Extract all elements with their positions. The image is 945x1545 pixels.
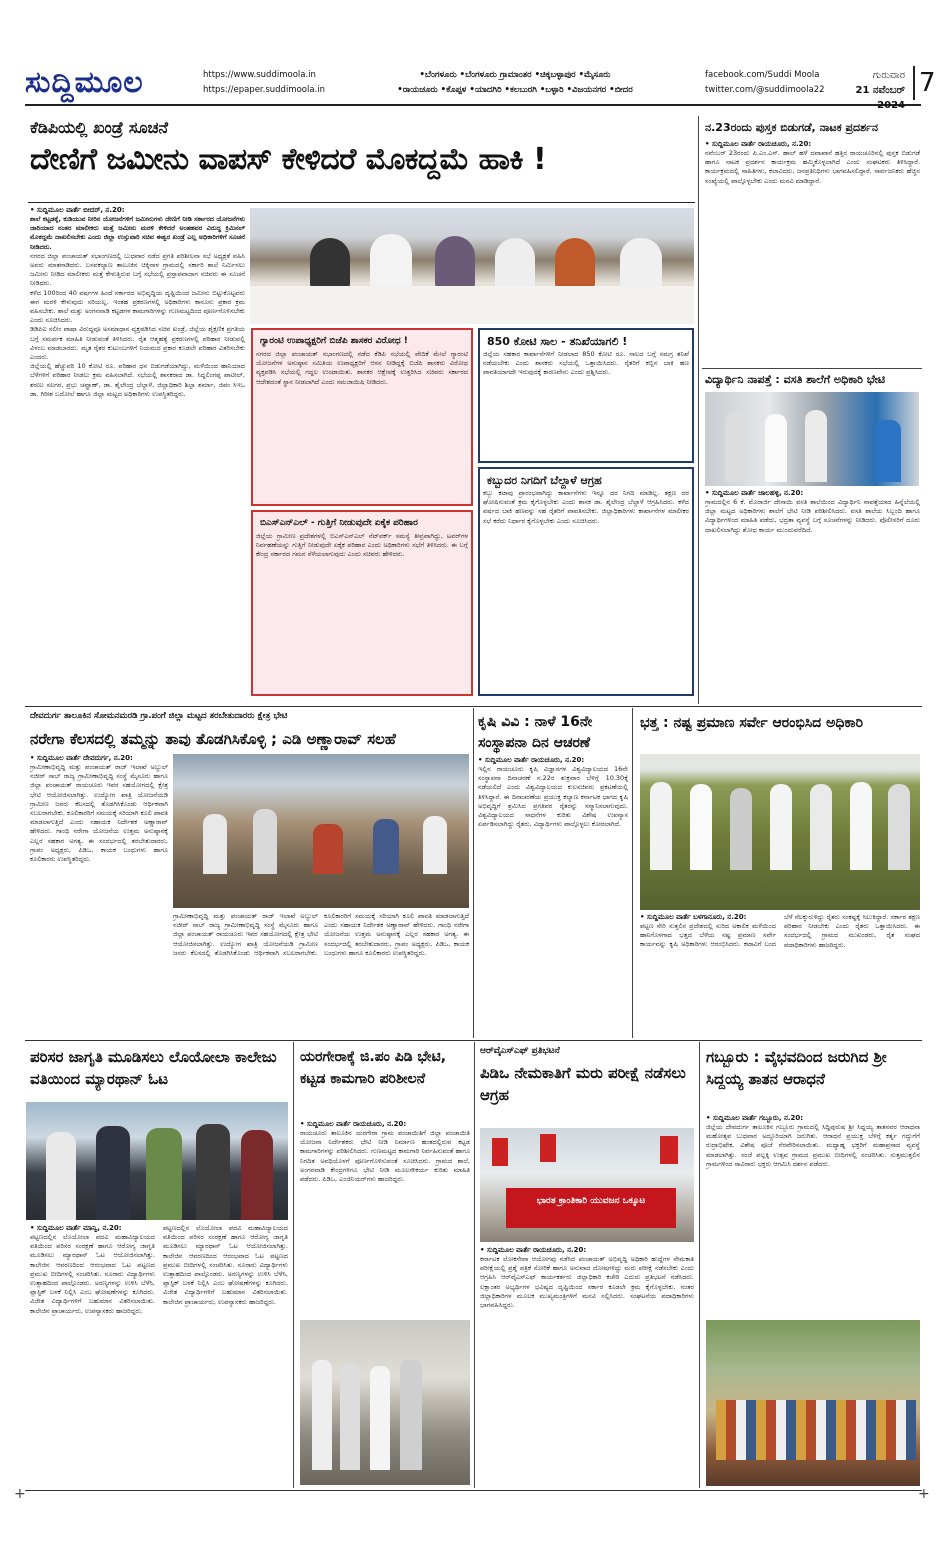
book-release-text xyxy=(705,140,920,368)
issue-date xyxy=(835,68,905,113)
lead-paragraph: ಡಿಡಿಪಿಐ ಸಲೀಂ ಪಾಷಾ ವಿರುದ್ಧವೂ ಅಸಮಾಧಾನ ವ್ಯಕ್ತಪಡಿಸಿದ ಸಚಿವ ಖಂಡ್ರೆ, ಜಿಲ್ಲೆಯ ಶೈಕ್ಷಣಿಕ ಪ್ರಗತಿಯ ಬಗ್ಗೆ ಸಮರ್ಪಕ ಮಾಹಿತಿ ನೀಡುವಂತೆ ತಿಳಿಸಿದರು. ರೈತ ಆತ್ಮಹತ್ಯೆ ಪ್ರಕರಣಗಳಲ್ಲಿ ಪರಿಹಾರ ನೀಡುವಲ್ಲಿ ವಿಳಂಬ ಮಾಡಬಾರದು. ಮೃತ ರೈತರ ಕುಟುಂಬಗಳಿಗೆ ನಿಯಮದ ಪ್ರಕಾರ ಕೂಡಲೇ ಪರಿಹಾರ ವಿತರಿಸಬೇಕು ಎಂದರು. xyxy=(30,325,245,362)
crop-survey-headline: ಭತ್ತ : ನಷ್ಟ ಪ್ರಮಾಣ ಸರ್ವೇ ಆರಂಭಿಸಿದ ಅಧಿಕಾರಿ xyxy=(640,715,864,731)
website-links xyxy=(203,68,325,98)
gabbur-body: ಜಿಲ್ಲೆಯ ದೇವದುರ್ಗ ತಾಲೂಕಿನ ಗಬ್ಬೂರು ಗ್ರಾಮದಲ್ಲಿ ಸಿದ್ದಿಪುರುಷ ಶ್ರೀ ಸಿದ್ದಯ್ಯ ತಾತನವರ ಆರಾಧನಾ ಮಹೋತ್ಸವ ಬುಧವಾರ ಅದ್ದೂರಿಯಾಗಿ ಜರುಗಿತು. ಆರಾಧನೆ ಪ್ರಯುಕ್ತ ಬೆಳಿಗ್ಗೆ ಕರ್ತೃ ಗದ್ದುಗೆಗೆ ರುದ್ರಾಭಿಷೇಕ, ವಿಶೇಷ ಪೂಜೆ ನೆರವೇರಿಸಲಾಯಿತು. ಮಧ್ಯಾಹ್ನ ಭಕ್ತರಿಗೆ ಮಹಾಪ್ರಸಾದ ವ್ಯವಸ್ಥೆ ಮಾಡಲಾಗಿತ್ತು. ಸಂಜೆ ಪಲ್ಲಕ್ಕಿ ಉತ್ಸವ ಗ್ರಾಮದ ಪ್ರಮುಖ ಬೀದಿಗಳಲ್ಲಿ ಸಂಚರಿಸಿತು. ಸುತ್ತಮುತ್ತಲಿನ ಗ್ರಾಮಗಳಿಂದ ಸಾವಿರಾರು ಭಕ್ತರು ಆಗಮಿಸಿ ದರ್ಶನ ಪಡೆದರು. xyxy=(706,1123,920,1168)
marathon-body: ಪಟ್ಟಣದಲ್ಲಿನ ಲೊಯೋಲಾ ಪದವಿ ಮಹಾವಿದ್ಯಾಲಯದ ವತಿಯಿಂದ ಪರಿಸರ ಸಂರಕ್ಷಣೆ ಹಾಗೂ ಆರೋಗ್ಯ ಜಾಗೃತಿ ಮೂಡಿಸಲು ಮ್ಯಾರಥಾನ್ ಓಟ ಆಯೋಜಿಸಲಾಗಿತ್ತು. ಕಾಲೇಜಿನ ಆವರಣದಿಂದ ಆರಂಭವಾದ ಓಟ ಪಟ್ಟಣದ ಪ್ರಮುಖ ಬೀದಿಗಳಲ್ಲಿ ಸಂಚರಿಸಿತು. ನೂರಾರು ವಿದ್ಯಾರ್ಥಿಗಳು ಉತ್ಸಾಹದಿಂದ ಪಾಲ್ಗೊಂಡರು. ಅರಣ್ಯಗಳನ್ನು ಉಳಿಸಿ ಬೆಳೆಸಿ, ಪ್ಲಾಸ್ಟಿಕ್ ಬಳಕೆ ನಿಲ್ಲಿಸಿ ಎಂಬ ಘೋಷಣೆಗಳನ್ನು ಕೂಗಿದರು. ವಿಜೇತ ವಿದ್ಯಾರ್ಥಿಗಳಿಗೆ ಬಹುಮಾನ ವಿತರಿಸಲಾಯಿತು. ಕಾಲೇಜಿನ ಪ್ರಾಚಾರ್ಯರು, ಉಪನ್ಯಾಸಕರು ಹಾಜರಿದ್ದರು. xyxy=(30,1233,155,1315)
agri-univ-byline: • ಸುದ್ದಿಮೂಲ ವಾರ್ತೆ ರಾಯಚೂರು, ನ.20: xyxy=(478,756,585,764)
masthead xyxy=(25,65,936,111)
nrega-kicker: ದೇವದುರ್ಗ ತಾಲೂಕಿನ ಸೋಮನಮರಡಿ ಗ್ರಾ.ಪಂಗೆ ಜಿಲ್ಲಾ ಮಟ್ಟದ ತರಬೇತುದಾರರು ಕ್ಷೇತ್ರ ಭೇಟಿ xyxy=(30,711,288,721)
hostel-body: ಗ್ರಾಮದಲ್ಲಿನ 6 ಕೆ. ಮೊರಾರ್ಜಿ ದೇಸಾಯಿ ವಸತಿ ಶಾಲೆಯಿಂದ ವಿದ್ಯಾರ್ಥಿನಿ ನಾಪತ್ತೆಯಾದ ಹಿನ್ನೆಲೆಯಲ್ಲಿ ಜಿಲ್ಲಾ ಮಟ್ಟದ ಅಧಿಕಾರಿಗಳು ಶಾಲೆಗೆ ಭೇಟಿ ನೀಡಿ ಪರಿಶೀಲಿಸಿದರು. ವಸತಿ ಶಾಲೆಯ ಸಿಬ್ಬಂದಿ ಹಾಗೂ ವಿದ್ಯಾರ್ಥಿಗಳಿಂದ ಮಾಹಿತಿ ಪಡೆದು, ಭದ್ರತಾ ವ್ಯವಸ್ಥೆ ಬಗ್ಗೆ ಸೂಚನೆಗಳನ್ನು ನೀಡಿದರು. ಪೊಲೀಸರಿಗೆ ದೂರು ದಾಖಲಿಸಲಾಗಿದ್ದು ಶೋಧ ಕಾರ್ಯ ಮುಂದುವರೆದಿದೆ. xyxy=(705,498,920,534)
lead-paragraph: ನಗರದ ಜಿಲ್ಲಾ ಪಂಚಾಯತ್ ಸಭಾಂಗಣದಲ್ಲಿ ಬುಧವಾರ ನಡೆದ ಪ್ರಗತಿ ಪರಿಶೀಲನಾ ಸಭೆ ಅಧ್ಯಕ್ಷತೆ ವಹಿಸಿ ಅವರು ಮಾತನಾಡಿದರು. ಬಸವಕಲ್ಯಾಣ ತಾಲೂಕಿನ ಚಿಕ್ಕಿನಾಳ ಗ್ರಾಮದಲ್ಲಿ ಸರ್ಕಾರಿ ಶಾಲೆ ನಿರ್ಮಿಸಲು ಜಮೀನು ನೀಡಿದ ಮಾಲೀಕರು ಮತ್ತೆ ಕೇಳುತ್ತಿರುವ ಬಗ್ಗೆ ಸಭೆಯಲ್ಲಿ ಪ್ರಸ್ತಾಪವಾದಾಗ ಸಚಿವರು ಈ ಸೂಚನೆ ನೀಡಿದರು. xyxy=(30,251,245,288)
bsnl-box-body: ಜಿಲ್ಲೆಯ ಗ್ರಾಮೀಣ ಪ್ರದೇಶಗಳಲ್ಲಿ ಬಿಎಸ್‌ಎನ್‌ಎಲ್ ನೆಟ್‌ವರ್ಕ್ ಸಮಸ್ಯೆ ತೀವ್ರವಾಗಿದ್ದು, ಟವರ್‌ಗಳ ನಿರ್ವಹಣೆಯನ್ನು ಗುತ್ತಿಗೆ ನೀಡುವುದೇ ಏಕೈಕ ಪರಿಹಾರ ಎಂದು ಅಧಿಕಾರಿಗಳು ಸಭೆಗೆ ತಿಳಿಸಿದರು. ಈ ಬಗ್ಗೆ ಕೇಂದ್ರ ಸರ್ಕಾರದ ಗಮನ ಸೆಳೆಯಲಾಗುವುದು ಎಂದು ಸಚಿವರು ಹೇಳಿದರು. xyxy=(256,532,468,559)
yaragera-byline: • ಸುದ್ದಿಮೂಲ ವಾರ್ತೆ ರಾಯಚೂರು, ನ.20: xyxy=(300,1120,407,1128)
pdo-kicker: ಆರ್‌ವೈಎಸ್‌ಎಫ್ ಪ್ರತಿಭಟನೆ xyxy=(480,1046,560,1056)
marathon-body-continued: ಪಟ್ಟಣದಲ್ಲಿನ ಲೊಯೋಲಾ ಪದವಿ ಮಹಾವಿದ್ಯಾಲಯದ ವತಿಯಿಂದ ಪರಿಸರ ಸಂರಕ್ಷಣೆ ಹಾಗೂ ಆರೋಗ್ಯ ಜಾಗೃತಿ ಮೂಡಿಸಲು ಮ್ಯಾರಥಾನ್ ಓಟ ಆಯೋಜಿಸಲಾಗಿತ್ತು. ಕಾಲೇಜಿನ ಆವರಣದಿಂದ ಆರಂಭವಾದ ಓಟ ಪಟ್ಟಣದ ಪ್ರಮುಖ ಬೀದಿಗಳಲ್ಲಿ ಸಂಚರಿಸಿತು. ನೂರಾರು ವಿದ್ಯಾರ್ಥಿಗಳು ಉತ್ಸಾಹದಿಂದ ಪಾಲ್ಗೊಂಡರು. ಅರಣ್ಯಗಳನ್ನು ಉಳಿಸಿ ಬೆಳೆಸಿ, ಪ್ಲಾಸ್ಟಿಕ್ ಬಳಕೆ ನಿಲ್ಲಿಸಿ ಎಂಬ ಘೋಷಣೆಗಳನ್ನು ಕೂಗಿದರು. ವಿಜೇತ ವಿದ್ಯಾರ್ಥಿಗಳಿಗೆ ಬಹುಮಾನ ವಿತರಿಸಲಾಯಿತು. ಕಾಲೇಜಿನ ಪ್ರಾಚಾರ್ಯರು, ಉಪನ್ಯಾಸಕರು ಹಾಜರಿದ್ದರು. xyxy=(163,1224,288,1306)
lead-kicker: ಕೆಡಿಪಿಯಲ್ಲಿ ಖಂಡ್ರೆ ಸೂಚನೆ xyxy=(30,118,168,137)
lead-paragraph: ಶಾಲೆ ಕಟ್ಟಡಕ್ಕೆ, ಕುಡಿಯುವ ನೀರಿನ ಯೋಜನೆಗಳಿಗೆ ಜಮೀನುಗಳು ದೇಣಿಗೆ ನೀಡಿ ಸರ್ಕಾರದ ಯೋಜನೆಗಳು ಜಾರಿಯಾದ ನಂತರ ಮಾಲೀಕರು ಮತ್ತೆ ಜಮೀನು ಮರಳಿ ಕೇಳಿದರೆ ಅಂತಹವರ ವಿರುದ್ಧ ಕ್ರಿಮಿನಲ್ ಮೊಕದ್ದಮೆ ದಾಖಲಿಸಬೇಕು ಎಂದು ಜಿಲ್ಲಾ ಉಸ್ತುವಾರಿ ಸಚಿವ ಈಶ್ವರ ಖಂಡ್ರೆ ಎಲ್ಲ ಅಧಿಕಾರಿಗಳಿಗೆ ಸೂಚನೆ ನೀಡಿದರು. xyxy=(30,215,245,251)
yaragera-headline: ಯರಗೇರಾಕ್ಕೆ ಜಿ.ಪಂ ಪಿಡಿ ಭೇಟಿ, ಕಟ್ಟಡ ಕಾಮಗಾರಿ ಪರಿಶೀಲನೆ xyxy=(300,1049,447,1087)
kdp-meeting-photo xyxy=(250,208,694,324)
book-release-headline: ನ.23ರಂದು ಪುಸ್ತಕ ಬಿಡುಗಡೆ, ನಾಟಕ ಪ್ರದರ್ಶನ xyxy=(705,121,878,134)
yaragera-text xyxy=(300,1120,470,1316)
sugarcane-box xyxy=(478,467,694,696)
agri-univ-headline: ಕೃಷಿ ವಿವಿ : ನಾಳೆ 16ನೇ ಸಂಸ್ಥಾಪನಾ ದಿನ ಆಚರಣೆ xyxy=(478,714,593,751)
protest-photo xyxy=(480,1128,694,1242)
editions-line-2: •ರಾಯಚೂರು •ಕೊಪ್ಪಳ •ಯಾದಗಿರಿ •ಕಲಬುರಗಿ •ಬಳ್ಳಾರಿ •ವಿಜಯನಗರ •ಬೀದರ xyxy=(397,85,633,95)
loan-box xyxy=(478,328,694,463)
protest-banner-text: ಭಾರತ ಕ್ರಾಂತಿಕಾರಿ ಯುವಜನ ಒಕ್ಕೂಟ xyxy=(536,1196,646,1206)
social-links xyxy=(705,68,825,98)
hostel-headline: ವಿದ್ಯಾರ್ಥಿನಿ ನಾಪತ್ತೆ : ವಸತಿ ಶಾಲೆಗೆ ಅಧಿಕಾರಿ ಭೇಟಿ xyxy=(705,373,886,386)
nrega-byline: • ಸುದ್ದಿಮೂಲ ವಾರ್ತೆ ದೇವದುರ್ಗ, ನ.20: xyxy=(30,754,133,762)
registration-mark-left: + xyxy=(14,1486,26,1502)
facebook-link[interactable]: facebook.com/Suddi Moola xyxy=(705,70,820,80)
editions-list xyxy=(345,68,685,98)
marathon-photo xyxy=(26,1102,288,1220)
pdo-headline: ಪಿಡಿಒ ನೇಮಕಾತಿಗೆ ಮರು ಪರೀಕ್ಷೆ ನಡೆಸಲು ಆಗ್ರಹ xyxy=(480,1064,686,1104)
newspaper-logo: ಸುದ್ದಿಮೂಲ xyxy=(25,65,144,100)
twitter-link[interactable]: twitter.com/@suddimoola22 xyxy=(705,85,825,95)
book-release-byline: • ಸುದ್ದಿಮೂಲ ವಾರ್ತೆ ರಾಯಚೂರು, ನ.20: xyxy=(705,140,812,148)
editions-line-1: •ಬೆಂಗಳೂರು •ಬೆಂಗಳೂರು ಗ್ರಾಮಾಂತರ •ಚಿಕ್ಕಬಳ್ಳಾಪುರ •ಮೈಸೂರು xyxy=(419,70,611,80)
nrega-text-cont xyxy=(173,912,469,1032)
nrega-field-photo xyxy=(173,754,469,908)
crop-survey-byline: • ಸುದ್ದಿಮೂಲ ವಾರ್ತೆ ಬಳಗಾನೂರು, ನ.20: xyxy=(640,913,747,921)
marathon-byline: • ಸುದ್ದಿಮೂಲ ವಾರ್ತೆ ಮಾನ್ವಿ, ನ.20: xyxy=(30,1224,122,1232)
book-release-body: ನವೆಂಬರ್ 23ರಂದು ಪಿ.ಎಂ.ಎಸ್. ಹಾಲ್ ಹಳೆ ದವಾಖಾನೆ ಹತ್ತಿರ ರಾಯಚೂರಿನಲ್ಲಿ ಪುಸ್ತಕ ಬಿಡುಗಡೆ ಹಾಗೂ ನಾಟಕ ಪ್ರದರ್ಶನ ಕಾರ್ಯಕ್ರಮ ಹಮ್ಮಿಕೊಳ್ಳಲಾಗಿದೆ ಎಂದು ಸಂಘಟಕರು ತಿಳಿಸಿದ್ದಾರೆ. ಕಾರ್ಯಕ್ರಮದಲ್ಲಿ ಸಾಹಿತಿಗಳು, ಕಲಾವಿದರು, ಜನಪ್ರತಿನಿಧಿಗಳು ಭಾಗವಹಿಸಲಿದ್ದಾರೆ. ಸಾರ್ವಜನಿಕರು ಹೆಚ್ಚಿನ ಸಂಖ್ಯೆಯಲ್ಲಿ ಪಾಲ್ಗೊಳ್ಳಬೇಕು ಎಂದು ಮನವಿ ಮಾಡಿದ್ದಾರೆ. xyxy=(705,149,920,185)
aradhane-festival-photo xyxy=(706,1320,920,1486)
agri-univ-body: ಇಲ್ಲಿನ ರಾಯಚೂರು ಕೃಷಿ ವಿಜ್ಞಾನಗಳ ವಿಶ್ವವಿದ್ಯಾಲಯದ 16ನೇ ಸಂಸ್ಥಾಪನಾ ದಿನಾಚರಣೆ ನ.22ರ ಶುಕ್ರವಾರ ಬೆಳಿಗ್ಗೆ 10.30ಕ್ಕೆ ನಡೆಯಲಿದೆ ಎಂದು ವಿಶ್ವವಿದ್ಯಾಲಯದ ಕುಲಸಚಿವರು ಪ್ರಕಟಣೆಯಲ್ಲಿ ತಿಳಿಸಿದ್ದಾರೆ. ಈ ದಿನಾಚರಣೆಯ ಪ್ರಯುಕ್ತ ಕಲ್ಯಾಣ ಕರ್ನಾಟಕ ಭಾಗದ ಕೃಷಿ ಅಭಿವೃದ್ಧಿಗೆ ಶ್ರಮಿಸಿದ ಪ್ರಗತಿಪರ ರೈತರನ್ನು ಸನ್ಮಾನಿಸಲಾಗುವುದು. ವಿಶ್ವವಿದ್ಯಾಲಯದ ಸಾಧನೆಗಳ ಕುರಿತು ವಿಶೇಷ ಉಪನ್ಯಾಸ ಏರ್ಪಡಿಸಲಾಗಿದ್ದು ರೈತರು, ವಿದ್ಯಾರ್ಥಿಗಳು ಪಾಲ್ಗೊಳ್ಳಲು ಕೋರಲಾಗಿದೆ. xyxy=(478,765,628,829)
lead-text-column xyxy=(30,206,245,696)
loan-box-body: ಜಿಲ್ಲೆಯ ಸಹಕಾರ ಕಾರ್ಖಾನೆಗಳಿಗೆ ನೀಡಲಾದ 850 ಕೋಟಿ ರೂ. ಸಾಲದ ಬಗ್ಗೆ ಸಮಗ್ರ ತನಿಖೆ ನಡೆಯಬೇಕು ಎಂದು ಶಾಸಕರು ಸಭೆಯಲ್ಲಿ ಒತ್ತಾಯಿಸಿದರು. ರೈತರಿಗೆ ಕಬ್ಬಿನ ಬಾಕಿ ಹಣ ಪಾವತಿಯಾಗದೇ ಇರುವುದಕ್ಕೆ ಕಾರಣವೇನು ಎಂದು ಪ್ರಶ್ನಿಸಿದರು. xyxy=(483,350,689,377)
guarantee-box xyxy=(251,328,473,506)
bsnl-box xyxy=(251,510,473,696)
nrega-body-continued: ಗ್ರಾಮೀಣಾಭಿವೃದ್ಧಿ ಮತ್ತು ಪಂಚಾಯತ್ ರಾಜ್ ಇಲಾಖೆ ಅಬ್ದುಲ್ ನಜೀರ್ ಸಾಬ್ ರಾಜ್ಯ ಗ್ರಾಮೀಣಾಭಿವೃದ್ಧಿ ಸಂಸ್ಥೆ ಮೈಸೂರು ಹಾಗೂ ಜಿಲ್ಲಾ ಪಂಚಾಯತ್ ರಾಯಚೂರು ಇವರ ಸಹಯೋಗದಲ್ಲಿ ಕ್ಷೇತ್ರ ಭೇಟಿ ಆಯೋಜಿಸಲಾಗಿತ್ತು. ಉದ್ಯೋಗ ಖಾತ್ರಿ ಯೋಜನೆಯಡಿ ಗ್ರಾಮೀಣ ಜನರು ಕೆಲಸದಲ್ಲಿ ತೊಡಗಿಸಿಕೊಂಡು ಆರ್ಥಿಕವಾಗಿ ಸಬಲರಾಗಬೇಕು. ಕೂಲಿಕಾರರಿಗೆ ಸಮಯಕ್ಕೆ ಸರಿಯಾಗಿ ಕೂಲಿ ಪಾವತಿ ಮಾಡಲಾಗುತ್ತಿದೆ ಎಂದು ಸಹಾಯಕ ನಿರ್ದೇಶಕ ಅಣ್ಣಾರಾವ್ ಹೇಳಿದರು. ಗಾಂಧಿ ನರೇಗಾ ಯೋಜನೆಯ ಉತ್ತಮ ಅನುಷ್ಠಾನಕ್ಕೆ ಎಲ್ಲರ ಸಹಕಾರ ಅಗತ್ಯ. ಈ ಸಂದರ್ಭದಲ್ಲಿ ತರಬೇತುದಾರರು, ಗ್ರಾಪಂ ಅಧ್ಯಕ್ಷರು, ಪಿಡಿಒ, ಕಾಯಕ ಬಂಧುಗಳು ಹಾಗೂ ಕೂಲಿಕಾರರು ಉಪಸ್ಥಿತರಿದ್ದರು. xyxy=(173,912,469,957)
lead-paragraph: ಕಳೆದ 100ರಿಂದ 40 ವರ್ಷಗಳ ಹಿಂದೆ ಸರ್ಕಾರದ ಅಭಿವೃದ್ಧಿಯ ದೃಷ್ಟಿಯಿಂದ ಜಮೀನು ಬಿಟ್ಟುಕೊಟ್ಟವರು ಈಗ ಮರಳಿ ಕೇಳುವುದು ಸರಿಯಲ್ಲ. ಇಂತಹ ಪ್ರಕರಣಗಳಲ್ಲಿ ಅಧಿಕಾರಿಗಳು ಕಾನೂನು ಪ್ರಕಾರ ಕ್ರಮ ವಹಿಸಬೇಕು. ಶಾಲೆ ಮತ್ತು ಅಂಗನವಾಡಿ ಕಟ್ಟಡಗಳ ಕಾಮಗಾರಿಗಳನ್ನು ಗುಣಮಟ್ಟದಿಂದ ಪೂರ್ಣಗೊಳಿಸಬೇಕು ಎಂದು ಸೂಚಿಸಿದರು. xyxy=(30,288,245,325)
hostel-byline: • ಸುದ್ದಿಮೂಲ ವಾರ್ತೆ ಜಾಲಹಳ್ಳಿ, ನ.20: xyxy=(705,489,804,497)
loan-box-title: 850 ಕೋಟಿ ಸಾಲ - ತನಿಖೆಯಾಗಲಿ ! xyxy=(487,335,628,348)
registration-mark-right: + xyxy=(918,1486,930,1502)
pdo-text xyxy=(480,1246,694,1486)
yaragera-body: ರಾಯಚೂರು ತಾಲೂಕಿನ ಯರಗೇರಾ ಗ್ರಾಮ ಪಂಚಾಯಿತಿಗೆ ಜಿಲ್ಲಾ ಪಂಚಾಯಿತಿ ಯೋಜನಾ ನಿರ್ದೇಶಕರು ಭೇಟಿ ನೀಡಿ ನಿರ್ಮಾಣ ಹಂತದಲ್ಲಿರುವ ಕಟ್ಟಡ ಕಾಮಗಾರಿಗಳನ್ನು ಪರಿಶೀಲಿಸಿದರು. ಗುಣಮಟ್ಟದ ಕಾಮಗಾರಿ ನಿರ್ವಹಿಸುವಂತೆ ಹಾಗೂ ನಿಗದಿತ ಅವಧಿಯೊಳಗೆ ಪೂರ್ಣಗೊಳಿಸುವಂತೆ ಸೂಚಿಸಿದರು. ಗ್ರಾಮದ ಶಾಲೆ, ಅಂಗನವಾಡಿ ಕೇಂದ್ರಗಳಿಗೂ ಭೇಟಿ ನೀಡಿ ಮೂಲಸೌಕರ್ಯ ಕುರಿತು ಮಾಹಿತಿ ಪಡೆದರು. ಪಿಡಿಒ, ಎಂಜಿನಿಯರ್‌ಗಳು ಹಾಜರಿದ್ದರು. xyxy=(300,1129,470,1184)
epaper-url[interactable]: https://epaper.suddimoola.in xyxy=(203,85,326,95)
bsnl-box-title: ಬಿಎಸ್‌ಎನ್‌ಎಲ್ - ಗುತ್ತಿಗೆ ನೀಡುವುದೇ ಏಕೈಕ ಪರಿಹಾರ xyxy=(260,518,418,528)
crop-survey-body: ಪಟ್ಟಣ ಸೇರಿ ಸುತ್ತಲಿನ ಪ್ರದೇಶದಲ್ಲಿ ಸುರಿದ ಅಕಾಲಿಕ ಮಳೆಯಿಂದ ಹಾನಿಗೊಳಗಾದ ಭತ್ತದ ಬೆಳೆಯ ನಷ್ಟ ಪ್ರಮಾಣ ಸರ್ವೇ ಕಾರ್ಯವನ್ನು ಕೃಷಿ ಅಧಿಕಾರಿಗಳು ಆರಂಭಿಸಿದರು. ಕಟಾವಿಗೆ ಬಂದ ಬೆಳೆ ನೆಲಕ್ಕುರುಳಿದ್ದು ರೈತರು ಸಂಕಷ್ಟಕ್ಕೆ ಸಿಲುಕಿದ್ದಾರೆ. ಸರ್ಕಾರ ತಕ್ಷಣ ಪರಿಹಾರ ನೀಡಬೇಕು ಎಂದು ರೈತರು ಒತ್ತಾಯಿಸಿದರು. ಈ ಸಂದರ್ಭದಲ್ಲಿ ಗ್ರಾಮದ ಮುಖಂಡರು, ರೈತ ಸಂಘದ ಪದಾಧಿಕಾರಿಗಳು ಹಾಜರಿದ್ದರು. xyxy=(640,913,920,949)
nrega-text xyxy=(30,754,168,1032)
sugarcane-box-title: ಕಬ್ಬುದರ ನಿಗದಿಗೆ ಬೆಲ್ದಾಳೆ ಆಗ್ರಹ xyxy=(487,474,602,487)
marathon-headline: ಪರಿಸರ ಜಾಗೃತಿ ಮೂಡಿಸಲು ಲೊಯೋಲಾ ಕಾಲೇಜು ವತಿಯಿಂದ ಮ್ಯಾರಥಾನ್ ಓಟ xyxy=(30,1048,277,1088)
date: 21 ನವೆಂಬರ್ 2024 xyxy=(855,85,905,111)
hostel-visit-photo xyxy=(705,392,919,486)
lead-headline: ದೇಣಿಗೆ ಜಮೀನು ವಾಪಸ್ ಕೇಳಿದರೆ ಮೊಕದ್ದಮೆ ಹಾಕಿ ! xyxy=(30,142,547,177)
guarantee-box-title: ಗ್ಯಾರಂಟಿ ಉಪಾಧ್ಯಕ್ಷರಿಗೆ ಬಿಜೆಪಿ ಶಾಸಕರ ವಿರೋಧ ! xyxy=(260,336,408,346)
lead-byline: • ಸುದ್ದಿಮೂಲ ವಾರ್ತೆ ಬೀದರ್, ನ.20: xyxy=(30,206,125,214)
nrega-headline: ನರೇಗಾ ಕೆಲಸದಲ್ಲಿ ತಮ್ಮನ್ನು ತಾವು ತೊಡಗಿಸಿಕೊಳ್ಳಿ ; ಎಡಿ ಅಣ್ಣಾರಾವ್ ಸಲಹೆ xyxy=(30,730,396,748)
guarantee-box-body: ನಗರದ ಜಿಲ್ಲಾ ಪಂಚಾಯತ್‌ ಸಭಾಂಗಣದಲ್ಲಿ ನಡೆದ ಕೆಡಿಪಿ ಸಭೆಯಲ್ಲಿ ವೇದಿಕೆ ಮೇಲೆ ಗ್ಯಾರಂಟಿ ಯೋಜನೆಗಳ ಅನುಷ್ಠಾನ ಸಮಿತಿಯ ಉಪಾಧ್ಯಕ್ಷರಿಗೆ ಆಸನ ನೀಡಿದ್ದಕ್ಕೆ ಬಿಜೆಪಿ ಶಾಸಕರು ವಿರೋಧ ವ್ಯಕ್ತಪಡಿಸಿ ಸಭೆಯಲ್ಲಿ ಗದ್ದಲ ಉಂಟಾಯಿತು. ಶಾಸಕರ ಆಕ್ಷೇಪಕ್ಕೆ ಉತ್ತರಿಸಿದ ಸಚಿವರು ಸರ್ಕಾರದ ಆದೇಶದಂತೆ ಸ್ಥಾನ ನೀಡಲಾಗಿದೆ ಎಂದು ಸಮಜಾಯಿಷಿ ನೀಡಿದರು. xyxy=(256,350,468,386)
nrega-body: ಗ್ರಾಮೀಣಾಭಿವೃದ್ಧಿ ಮತ್ತು ಪಂಚಾಯತ್ ರಾಜ್ ಇಲಾಖೆ ಅಬ್ದುಲ್ ನಜೀರ್ ಸಾಬ್ ರಾಜ್ಯ ಗ್ರಾಮೀಣಾಭಿವೃದ್ಧಿ ಸಂಸ್ಥೆ ಮೈಸೂರು ಹಾಗೂ ಜಿಲ್ಲಾ ಪಂಚಾಯತ್ ರಾಯಚೂರು ಇವರ ಸಹಯೋಗದಲ್ಲಿ ಕ್ಷೇತ್ರ ಭೇಟಿ ಆಯೋಜಿಸಲಾಗಿತ್ತು. ಉದ್ಯೋಗ ಖಾತ್ರಿ ಯೋಜನೆಯಡಿ ಗ್ರಾಮೀಣ ಜನರು ಕೆಲಸದಲ್ಲಿ ತೊಡಗಿಸಿಕೊಂಡು ಆರ್ಥಿಕವಾಗಿ ಸಬಲರಾಗಬೇಕು. ಕೂಲಿಕಾರರಿಗೆ ಸಮಯಕ್ಕೆ ಸರಿಯಾಗಿ ಕೂಲಿ ಪಾವತಿ ಮಾಡಲಾಗುತ್ತಿದೆ ಎಂದು ಸಹಾಯಕ ನಿರ್ದೇಶಕ ಅಣ್ಣಾರಾವ್ ಹೇಳಿದರು. ಗಾಂಧಿ ನರೇಗಾ ಯೋಜನೆಯ ಉತ್ತಮ ಅನುಷ್ಠಾನಕ್ಕೆ ಎಲ್ಲರ ಸಹಕಾರ ಅಗತ್ಯ. ಈ ಸಂದರ್ಭದಲ್ಲಿ ತರಬೇತುದಾರರು, ಗ್ರಾಪಂ ಅಧ್ಯಕ್ಷರು, ಪಿಡಿಒ, ಕಾಯಕ ಬಂಧುಗಳು ಹಾಗೂ ಕೂಲಿಕಾರರು ಉಪಸ್ಥಿತರಿದ್ದರು. xyxy=(30,763,168,864)
hostel-text xyxy=(705,489,920,699)
gabbur-byline: • ಸುದ್ದಿಮೂಲ ವಾರ್ತೆ ಗಬ್ಬೂರು, ನ.20: xyxy=(706,1114,804,1122)
lead-paragraph: ಜಿಲ್ಲೆಯಲ್ಲಿ ಹೆಚ್ಚುವರಿ 10 ಕೋಟಿ ರೂ. ಪರಿಹಾರ ಧನ ಬಿಡುಗಡೆಯಾಗಿದ್ದು, ಮಳೆಯಿಂದ ಹಾನಿಯಾದ ಬೆಳೆಗಳಿಗೆ ಪರಿಹಾರ ನೀಡಲು ಕ್ರಮ ವಹಿಸಲಾಗಿದೆ. ಸಭೆಯಲ್ಲಿ ಶಾಸಕರಾದ ಡಾ. ಸಿದ್ದಲಿಂಗಪ್ಪ ಪಾಟೀಲ್, ಶರಣು ಸಲಗರ, ಪ್ರಭು ಚವ್ಹಾಣ್, ಡಾ. ಶೈಲೇಂದ್ರ ಬೆಲ್ದಾಳೆ, ಜಿಲ್ಲಾಧಿಕಾರಿ ಶಿಲ್ಪಾ ಶರ್ಮಾ, ಜಿಪಂ ಸಿಇಒ ಡಾ. ಗಿರೀಶ ಬದೋಲೆ ಹಾಗೂ ಜಿಲ್ಲಾ ಮಟ್ಟದ ಅಧಿಕಾರಿಗಳು ಉಪಸ್ಥಿತರಿದ್ದರು. xyxy=(30,362,245,398)
agri-univ-text xyxy=(478,756,628,1032)
gabbur-text xyxy=(706,1114,920,1314)
pdo-byline: • ಸುದ್ದಿಮೂಲ ವಾರ್ತೆ ರಾಯಚೂರು, ನ.20: xyxy=(480,1246,587,1254)
page-number: 7 xyxy=(913,66,936,100)
crop-survey-text xyxy=(640,913,920,1033)
website-url[interactable]: https://www.suddimoola.in xyxy=(203,70,316,80)
paddy-field-photo xyxy=(640,754,920,910)
pdo-body: ಕರ್ನಾಟಕ ಲೋಕಸೇವಾ ಆಯೋಗವು ನಡೆಸಿದ ಪಂಚಾಯತ್ ಅಭಿವೃದ್ಧಿ ಅಧಿಕಾರಿ ಹುದ್ದೆಗಳ ನೇಮಕಾತಿ ಪರೀಕ್ಷೆಯಲ್ಲಿ ಪ್ರಶ್ನೆ ಪತ್ರಿಕೆ ಸೋರಿಕೆ ಹಾಗೂ ಅನುವಾದ ದೋಷಗಳಿದ್ದು ಮರು ಪರೀಕ್ಷೆ ನಡೆಸಬೇಕು ಎಂದು ಆಗ್ರಹಿಸಿ ಆರ್‌ವೈಎಸ್‌ಎಫ್ ಕಾರ್ಯಕರ್ತರು ಜಿಲ್ಲಾಧಿಕಾರಿ ಕಚೇರಿ ಎದುರು ಪ್ರತಿಭಟನೆ ನಡೆಸಿದರು. ಲಕ್ಷಾಂತರ ಅಭ್ಯರ್ಥಿಗಳ ಭವಿಷ್ಯದ ದೃಷ್ಟಿಯಿಂದ ಸರ್ಕಾರ ಕೂಡಲೇ ಕ್ರಮ ಕೈಗೊಳ್ಳಬೇಕು. ನಂತರ ಜಿಲ್ಲಾಧಿಕಾರಿಗಳ ಮೂಲಕ ಮುಖ್ಯಮಂತ್ರಿಗಳಿಗೆ ಮನವಿ ಸಲ್ಲಿಸಿದರು. ಸಂಘಟನೆಯ ಪದಾಧಿಕಾರಿಗಳು ಭಾಗವಹಿಸಿದ್ದರು. xyxy=(480,1255,694,1310)
building-inspection-photo xyxy=(300,1320,470,1485)
protest-banner xyxy=(506,1188,676,1228)
gabbur-headline: ಗಬ್ಬೂರು : ವೈಭವದಿಂದ ಜರುಗಿದ ಶ್ರೀ ಸಿದ್ದಯ್ಯ ತಾತನ ಆರಾಧನೆ xyxy=(706,1048,887,1088)
weekday: ಗುರುವಾರ xyxy=(872,70,905,81)
marathon-text xyxy=(30,1224,288,1484)
sugarcane-box-body: ಕಬ್ಬು ಕಟಾವು ಪ್ರಾರಂಭವಾಗಿದ್ದು ಕಾರ್ಖಾನೆಗಳು ಇನ್ನೂ ದರ ನಿಗದಿ ಮಾಡಿಲ್ಲ. ತಕ್ಷಣ ದರ ಘೋಷಿಸುವಂತೆ ಕ್ರಮ ಕೈಗೊಳ್ಳಬೇಕು ಎಂದು ಶಾಸಕ ಡಾ. ಶೈಲೇಂದ್ರ ಬೆಲ್ದಾಳೆ ಆಗ್ರಹಿಸಿದರು. ಕಳೆದ ವರ್ಷದ ಬಾಕಿ ಹಣವನ್ನು ಸಹ ರೈತರಿಗೆ ಪಾವತಿಸಬೇಕು. ಜಿಲ್ಲಾಧಿಕಾರಿಗಳು ಕಾರ್ಖಾನೆಗಳ ಮಾಲೀಕರ ಸಭೆ ಕರೆದು ನಿರ್ಧಾರ ಕೈಗೊಳ್ಳಬೇಕು ಎಂದು ಸೂಚಿಸಿದರು. xyxy=(483,489,689,525)
